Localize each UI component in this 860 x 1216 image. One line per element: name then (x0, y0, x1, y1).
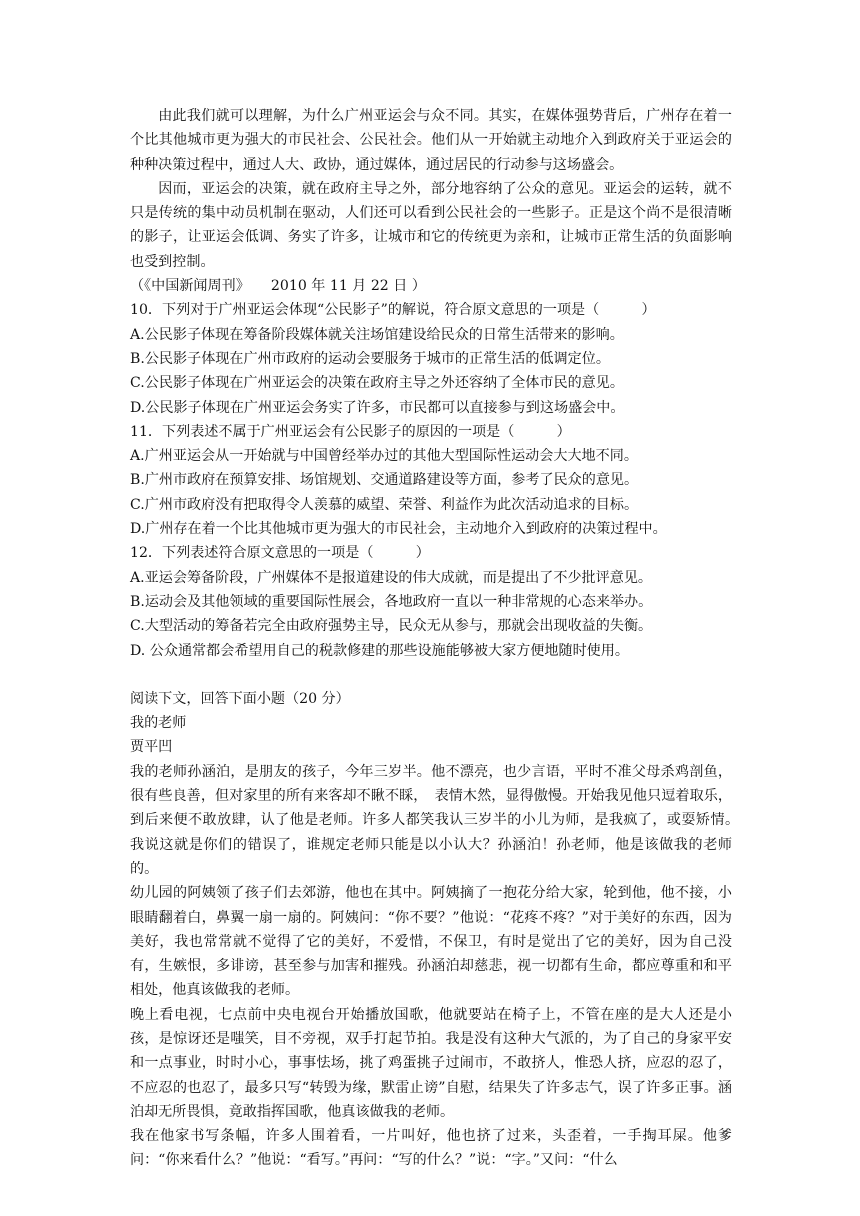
option-a: A.亚运会筹备阶段，广州媒体不是报道建设的伟大成就，而是提出了不少批评意见。 (130, 569, 653, 586)
reading-instruction: 阅读下文，回答下面小题（20 分） (130, 690, 350, 707)
option-c: C.公民影子体现在广州亚运会的决策在政府主导之外还容纳了全体市民的意见。 (130, 375, 624, 392)
option-a: A.公民影子体现在筹备阶段媒体就关注场馆建设给民众的日常生活带来的影响。 (130, 326, 624, 343)
option-d: D. 公众通常都会希望用自己的税款修建的那些设施能够被大家方便地随时使用。 (130, 642, 629, 659)
option-b: B.广州市政府在预算安排、场馆规划、交通道路建设等方面，参考了民众的意见。 (130, 472, 639, 489)
option-c: C.大型活动的筹备若完全由政府强势主导，民众无从参与，那就会出现收益的失衡。 (130, 618, 653, 635)
reading-paragraph-3: 晚上看电视，七点前中央电视台开始播放国歌，他就要站在椅子上，不管在座的是大人还是小孩，是惊讶还是嗤笑，目不旁视，双手打起节拍。我是没有这种大气派的，为了自己的身家平安和一点事业，时时小心，事事怯场，挑了鸡蛋挑子过闹市，不敢挤人，惟恐人挤，应忍的忍了，不应忍的也忍了，最多只写“转毁为缘，默雷止谤”自慰，结果失了许多志气，误了许多正事。涵泊却无所畏惧，竟敢指挥国歌，他真该做我的老师。 (130, 1006, 732, 1120)
reading-title: 我的老师 (130, 715, 187, 732)
option-c: C.广州市政府没有把取得令人羡慕的威望、荣誉、利益作为此次活动追求的目标。 (130, 496, 639, 513)
option-b: B.公民影子体现在广州市政府的运动会要服务于城市的正常生活的低调定位。 (130, 350, 610, 367)
question-stem: 10．下列对于广州亚运会体现“公民影子”的解说，符合原文意思的一项是（ ） (130, 302, 656, 319)
option-d: D.广州存在着一个比其他城市更为强大的市民社会，主动地介入到政府的决策过程中。 (130, 521, 667, 538)
reading-paragraph-2: 幼儿园的阿姨领了孩子们去郊游，他也在其中。阿姨摘了一抱花分给大家，轮到他，他不接，小眼睛翻着白，鼻翼一扇一扇的。阿姨问：“你不要？”他说：“花疼不疼？”对于美好的东西，因为美好，我也常常就不觉得了它的美好，不爱惜，不保卫，有时是觉出了它的美好，因为自己没有，生嫉恨，多诽谤，甚至参与加害和摧残。孙涵泊却慈悲，视一切都有生命，都应尊重和和平相处，他真该做我的老师。 (130, 885, 732, 999)
option-b: B.运动会及其他领域的重要国际性展会，各地政府一直以一种非常规的心态来举办。 (130, 593, 653, 610)
reading-paragraph-4: 我在他家书写条幅，许多人围着看，一片叫好，他也挤了过来，头歪着，一手掏耳屎。他爹问：“你来看什么？”他说：“看写。”再问：“写的什么？”说：“字。”又问：“什么 (130, 1128, 732, 1169)
question-11 (130, 420, 732, 541)
section-gap (130, 663, 732, 687)
document-page (130, 104, 747, 1173)
reading-paragraph-1: 我的老师孙涵泊，是朋友的孩子，今年三岁半。他不漂亮，也少言语，平时不准父母杀鸡剖鱼，很有些良善，但对家里的所有来客却不瞅不睬， 表情木然，显得傲慢。开始我见他只逗着取乐，到后来便不敢放肆，认了他是老师。许多人都笑我认三岁半的小儿为师，是我疯了，或耍矫情。 我说这就是你们的错误了，谁规定老师只能是以小认大？孙涵泊！孙老师，他是该做我的老师的。 (130, 763, 747, 877)
question-12 (130, 541, 732, 662)
option-a: A.广州亚运会从一开始就与中国曾经举办过的其他大型国际性运动会大大地不同。 (130, 448, 638, 465)
reading-author: 贾平凹 (130, 739, 173, 756)
passage-paragraph-1: 由此我们就可以理解，为什么广州亚运会与众不同。其实，在媒体强势背后，广州存在着一个比其他城市更为强大的市民社会、公民社会。他们从一开始就主动地介入到政府关于亚运会的种种决策过程中，通过人大、政协，通过媒体，通过居民的行动参与这场盛会。 (130, 108, 732, 173)
passage-paragraph-2: 因而，亚运会的决策，就在政府主导之外，部分地容纳了公众的意见。亚运会的运转，就不只是传统的集中动员机制在驱动，人们还可以看到公民社会的一些影子。正是这个尚不是很清晰的影子，让亚运会低调、务实了许多，让城市和它的传统更为亲和，让城市正常生活的负面影响也受到控制。 (130, 180, 732, 270)
question-10 (130, 298, 732, 419)
option-d: D.公民影子体现在广州亚运会务实了许多，市民都可以直接参与到这场盛会中。 (130, 399, 625, 416)
question-stem: 12．下列表述符合原文意思的一项是（ ） (130, 545, 430, 562)
passage-source: （《中国新闻周刊》 2010 年 11 月 22 日 ） (130, 278, 426, 295)
question-stem: 11．下列表述不属于广州亚运会有公民影子的原因的一项是（ ） (130, 423, 571, 440)
